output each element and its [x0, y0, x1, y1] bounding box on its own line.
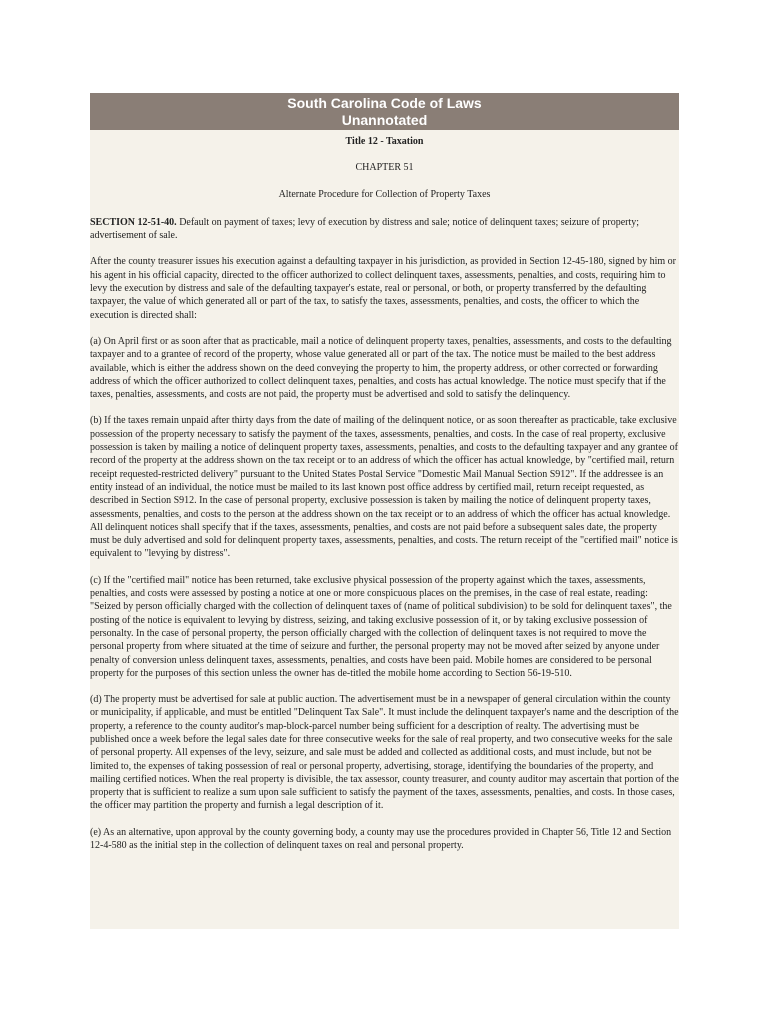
paragraph-d: (d) The property must be advertised for sale at public auction. The advertisement must be in a newspaper of general circulation within the county or municipality, if applicable, and must be entitled "Delinquent Tax Sale". It must include the delinquent taxpayer's name and the description of the property, a reference to the county auditor's map-block-parcel number being sufficient for a description of realty. The advertising must be published once a week before the legal sales date for three consecutive weeks for the sale of real property, and two consecutive weeks for the sale of personal property. All expenses of the levy, seizure, and sale must be added and collected as additional costs, and must include, but not be limited to, the expenses of taking possession of real or personal property, advertising, storage, identifying the boundaries of the property, and mailing certified notices. When the real property is divisible, the tax assessor, county treasurer, and county auditor may ascertain that portion of the property that is sufficient to realize a sum upon sale sufficient to satisfy the payment of the taxes, assessments, penalties, and costs. In those cases, the officer may partition the property and furnish a legal description of it. — [90, 694, 679, 812]
title-heading: Title 12 - Taxation — [345, 136, 424, 147]
paragraph-b: (b) If the taxes remain unpaid after thirty days from the date of mailing of the delinquent notice, or as soon thereafter as practicable, take exclusive possession of the property necessary to satisfy the payment of the taxes, assessments, penalties, and costs. In the case of real property, exclusive possession is taken by mailing a notice of delinquent property taxes, assessments, penalties, and costs to the defaulting taxpayer and any grantee of record of the property at the address shown on the tax receipt or to an address of which the officer has actual knowledge, by "certified mail, return receipt requested-restricted delivery" pursuant to the United States Postal Service "Domestic Mail Manual Section S912". If the addressee is an entity instead of an individual, the notice must be mailed to its last known post office address by certified mail, return receipt requested, as described in Section S912. In the case of personal property, exclusive possession is taken by mailing the notice of delinquent property taxes, assessments, penalties, and costs to the person at the address shown on the tax receipt or to an address of which the officer has actual knowledge. All delinquent notices shall specify that if the taxes, assessments, penalties, and costs are not paid before a subsequent sales date, the property must be duly advertised and sold for delinquent property taxes, assessments, penalties, and costs. The return receipt of the "certified mail" notice is equivalent to "levying by distress". — [90, 415, 678, 560]
paragraph-e: (e) As an alternative, upon approval by the county governing body, a county may use the procedures provided in Chapter 56, Title 12 and Section 12-4-580 as the initial step in the collection of delinquent taxes on real and personal property. — [90, 826, 672, 852]
chapter-heading: CHAPTER 51 — [355, 162, 414, 174]
document-content — [90, 135, 679, 852]
document-banner — [90, 93, 679, 130]
paragraph-c: (c) If the "certified mail" notice has been returned, take exclusive physical possession of the property against which the taxes, assessments, penalties, and costs were assessed by posting a notice at one or more conspicuous places on the premises, in the case of real estate, reading: "Seized by person officially charged with the collection of delinquent taxes of (name of political subdivision) to be sold for delinquent taxes", the posting of the notice is equivalent to levying by distress, seizing, and taking exclusive possession of it, or by taking exclusive possession of personalty. In the case of personal property, the person officially charged with the collection of delinquent taxes is not required to move the personal property from where situated at the time of seizure and further, the personal property may not be moved after seized by anyone under penalty of conversion unless delinquent taxes, assessments, penalties, and costs have been paid. Mobile homes are considered to be personal property for the purposes of this section unless the owner has de-titled the mobile home according to Section 56-19-510. — [90, 574, 672, 679]
section-description: Default on payment of taxes; levy of execution by distress and sale; notice of delinquent taxes; seizure of property; advertisement of sale. — [90, 216, 640, 242]
banner-title: South Carolina Code of Laws — [287, 95, 482, 111]
paragraph-intro: After the county treasurer issues his execution against a defaulting taxpayer in his jurisdiction, as provided in Section 12-45-180, signed by him or his agent in his official capacity, directed to the officer authorized to collect delinquent taxes, assessments, penalties, and costs, requiring him to levy the execution by distress and sale of the defaulting taxpayer's estate, real or personal, or both, or property transferred by the defaulting taxpayer, the value of which generated all or part of the tax, to satisfy the taxes, assessments, penalties, and costs, the officer to which the execution is directed shall: — [90, 256, 676, 321]
paragraph-a: (a) On April first or as soon after that as practicable, mail a notice of delinquent property taxes, penalties, assessments, and costs to the defaulting taxpayer and to a grantee of record of the property, whose value generated all or part of the tax. The notice must be mailed to the best address available, which is either the address shown on the deed conveying the property to him, the property address, or other corrected or forwarding address of which the officer authorized to collect delinquent taxes, penalties, and costs has actual knowledge. The notice must specify that if the taxes, penalties, assessments, and costs are not paid, the property must be advertised and sold to satisfy the delinquency. — [90, 335, 672, 401]
banner-subtitle: Unannotated — [341, 112, 428, 128]
document-page — [90, 93, 679, 929]
section-heading — [90, 216, 679, 243]
section-number: SECTION 12-51-40. — [90, 216, 177, 228]
chapter-name: Alternate Procedure for Collection of Property Taxes — [278, 188, 491, 200]
